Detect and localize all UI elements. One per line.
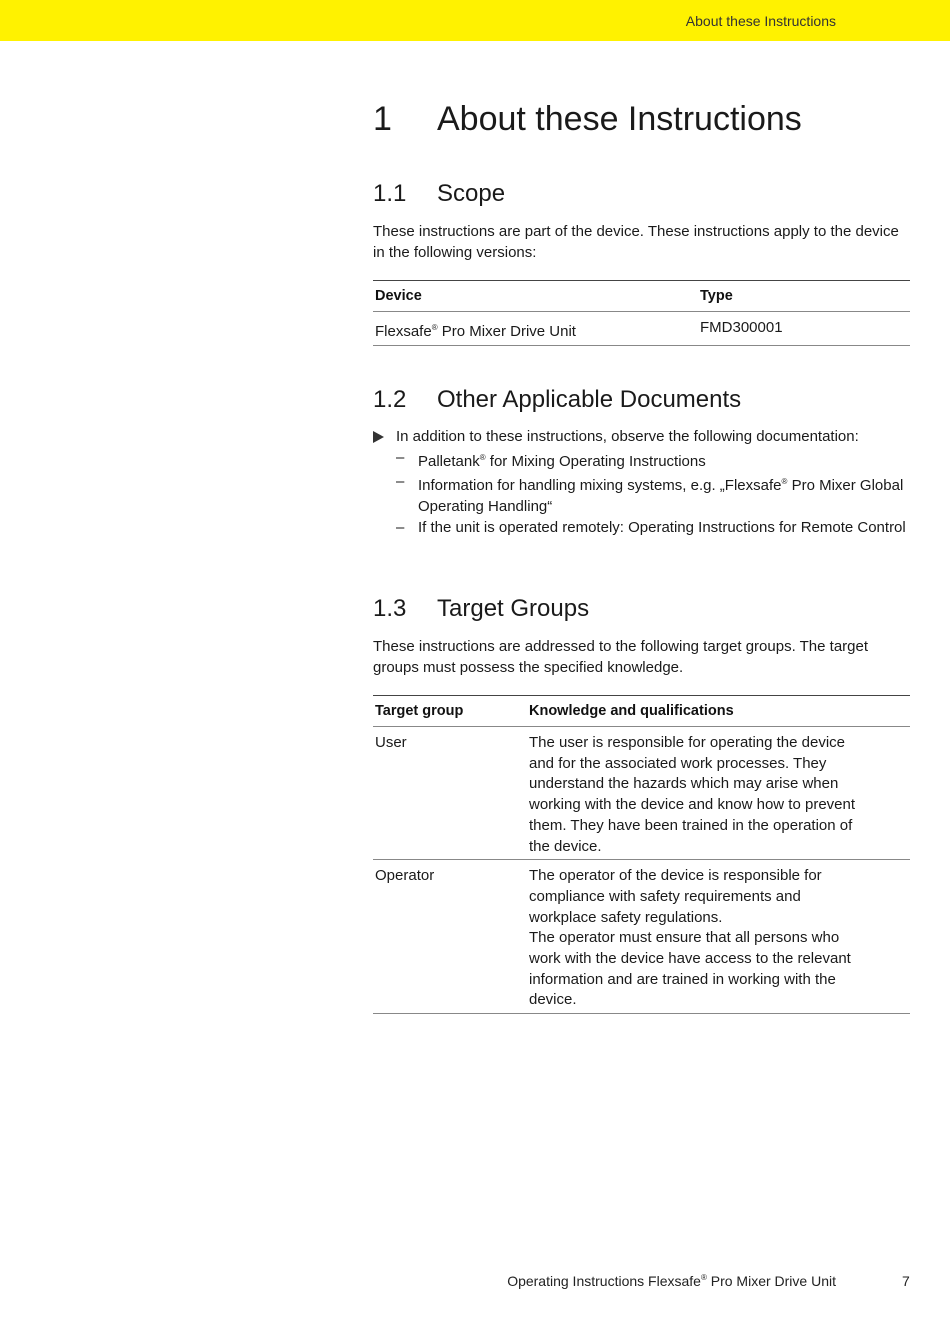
column-header-target-group: Target group xyxy=(373,696,527,727)
device-table xyxy=(373,280,910,346)
table-header-row xyxy=(373,696,910,727)
target-groups-intro: These instructions are addressed to the following target groups. The target groups must possess the specified knowledge. xyxy=(373,638,869,676)
chapter-title: About these Instructions xyxy=(437,100,802,138)
section-number: 1.1 xyxy=(373,180,407,207)
section-number: 1.3 xyxy=(373,595,407,622)
sub-list xyxy=(373,448,910,539)
section-number: 1.2 xyxy=(373,386,407,413)
group-cell: User xyxy=(373,727,527,860)
scope-intro: These instructions are part of the device. These instructions apply to the device in the following versions: xyxy=(373,223,899,261)
target-groups-table xyxy=(373,695,910,1014)
type-cell: FMD300001 xyxy=(698,312,910,346)
column-header-type: Type xyxy=(698,281,910,312)
list-item: In addition to these instructions, observe the following documentation: xyxy=(373,427,910,448)
header-bar xyxy=(0,0,950,41)
footer-title: Operating Instructions Flexsafe® Pro Mixer Drive Unit xyxy=(507,1273,836,1289)
arrow-right-icon xyxy=(373,431,384,443)
group-cell: Operator xyxy=(373,860,527,1014)
documents-list xyxy=(373,427,910,539)
running-header: About these Instructions xyxy=(685,13,836,29)
section-heading-scope xyxy=(373,180,505,208)
table-header-row xyxy=(373,281,910,312)
list-item: – Palletank® for Mixing Operating Instructions xyxy=(396,448,706,470)
section-title: Other Applicable Documents xyxy=(437,386,742,413)
chapter-heading xyxy=(373,100,802,139)
list-item: – Information for handling mixing systems, e.g. „Flexsafe® Pro Mixer Global Operating Handling“ xyxy=(396,473,904,516)
table-row xyxy=(373,727,910,860)
section-heading-target-groups xyxy=(373,595,589,623)
page-number: 7 xyxy=(902,1273,910,1289)
section-heading-documents xyxy=(373,386,741,414)
column-header-device: Device xyxy=(373,281,698,312)
list-item: – If the unit is operated remotely: Operating Instructions for Remote Control xyxy=(396,518,906,536)
device-cell: Flexsafe® Pro Mixer Drive Unit xyxy=(373,312,698,346)
chapter-number: 1 xyxy=(373,100,392,138)
section-title: Target Groups xyxy=(437,595,590,622)
section-title: Scope xyxy=(437,180,506,207)
column-header-knowledge: Knowledge and qualifications xyxy=(527,696,910,727)
qualifications-cell: The user is responsible for operating the device and for the associated work processes. They understand the hazards which may arise when working with the device and know how to prevent them. They have been trained in the operation of the device. xyxy=(527,727,910,860)
table-row xyxy=(373,312,910,346)
table-row xyxy=(373,860,910,1014)
qualifications-cell: The operator of the device is responsible for compliance with safety requirements and workplace safety regulations. The operator must ensure that all persons who work with the device have access to the relevant information and are trained in working with the device. xyxy=(527,860,910,1014)
